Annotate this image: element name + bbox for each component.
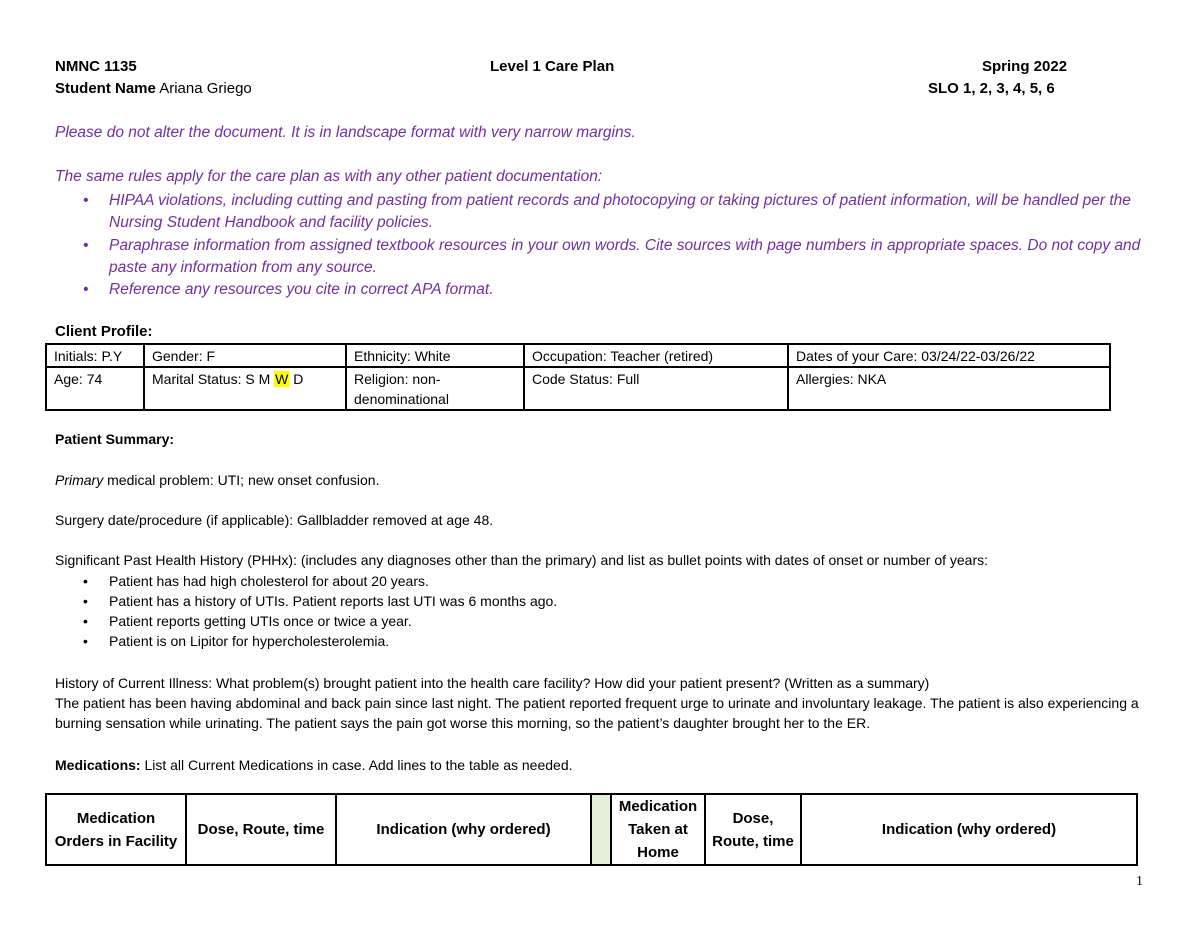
course-code: NMNC 1135	[55, 58, 137, 75]
initials-cell: Initials: P.Y	[46, 344, 144, 367]
ethnicity-cell: Ethnicity: White	[346, 344, 524, 367]
marital-status-cell	[144, 367, 346, 410]
primary-label: Primary	[55, 472, 104, 488]
primary-text: medical problem: UTI; new onset confusion.	[103, 472, 380, 488]
col-header-home-meds: Medication Taken at Home	[611, 794, 705, 865]
surgery-line: Surgery date/procedure (if applicable): Gallbladder removed at age 48.	[55, 512, 494, 528]
client-profile-heading: Client Profile:	[55, 323, 153, 340]
medications-label: Medications:	[55, 757, 141, 773]
column-separator	[591, 794, 611, 865]
col-header-facility-meds: Medication Orders in Facility	[46, 794, 186, 865]
age-cell: Age: 74	[46, 367, 144, 410]
list-item: • Patient is on Lipitor for hypercholesterolemia.	[55, 631, 557, 651]
allergies-cell: Allergies: NKA	[788, 367, 1110, 410]
instruction-bullet: • Paraphrase information from assigned textbook resources in your own words. Cite sources with page numbers in appropriate spaces. Do not copy and paste any information from any source.	[55, 235, 1150, 280]
col-header-home-dose: Dose, Route, time	[705, 794, 801, 865]
col-header-facility-indication: Indication (why ordered)	[336, 794, 591, 865]
marital-status-suffix: D	[293, 371, 304, 387]
student-name: Ariana Griego	[159, 80, 252, 97]
student-name-line	[55, 80, 252, 97]
gender-cell: Gender: F	[144, 344, 346, 367]
col-header-home-indication: Indication (why ordered)	[801, 794, 1137, 865]
dates-of-care-cell: Dates of your Care: 03/24/22-03/26/22	[788, 344, 1110, 367]
instruction-bullet: • HIPAA violations, including cutting and pasting from patient records and photocopying or taking pictures of patient information, will be handled per the Nursing Student Handbook and facility policies.	[55, 190, 1150, 235]
table-row	[46, 344, 1110, 367]
page-number: 1	[1136, 874, 1143, 889]
marital-status-label: Marital Status: S M	[152, 371, 271, 387]
instruction-bullet: • Reference any resources you cite in correct APA format.	[55, 279, 1150, 301]
list-item: • Patient reports getting UTIs once or twice a year.	[55, 611, 557, 631]
marital-status-selected: W	[275, 371, 289, 387]
slo-list: SLO 1, 2, 3, 4, 5, 6	[928, 80, 1055, 97]
religion-cell: Religion: non-denominational	[346, 367, 524, 410]
past-history-list	[55, 571, 557, 651]
instruction-line-2: The same rules apply for the care plan as with any other patient documentation:	[55, 168, 603, 185]
term: Spring 2022	[982, 58, 1068, 75]
occupation-cell: Occupation: Teacher (retired)	[524, 344, 788, 367]
list-item: • Patient has had high cholesterol for about 20 years.	[55, 571, 557, 591]
student-name-label: Student Name	[55, 80, 156, 97]
code-status-cell: Code Status: Full	[524, 367, 788, 410]
medications-instruction: List all Current Medications in case. Add lines to the table as needed.	[140, 757, 573, 773]
current-illness-prompt: History of Current Illness: What problem(s) brought patient into the health care facility? How did your patient present? (Written as a summary)	[55, 675, 930, 691]
table-row	[46, 367, 1110, 410]
past-history-intro: Significant Past Health History (PHHx): (includes any diagnoses other than the primary) and list as bullet points with dates of onset or number of years:	[55, 552, 989, 568]
patient-summary-heading: Patient Summary:	[55, 431, 175, 447]
col-header-facility-dose: Dose, Route, time	[186, 794, 336, 865]
document-title: Level 1 Care Plan	[490, 58, 615, 75]
medications-table	[45, 793, 1138, 866]
medications-line	[55, 755, 573, 775]
instruction-bullets	[55, 190, 1150, 301]
table-row	[46, 794, 1137, 865]
instruction-line-1: Please do not alter the document. It is in landscape format with very narrow margins.	[55, 124, 636, 141]
primary-problem	[55, 470, 379, 490]
current-illness-text: The patient has been having abdominal and back pain since last night. The patient reported frequent urge to urinate and involuntary leakage. The patient is also experiencing a burning sensation while urinating. The patient says the pain got worse this morning, so the patient’s daughter brought her to the ER.	[55, 695, 1139, 731]
list-item: • Patient has a history of UTIs. Patient reports last UTI was 6 months ago.	[55, 591, 557, 611]
client-profile-table	[45, 343, 1111, 411]
